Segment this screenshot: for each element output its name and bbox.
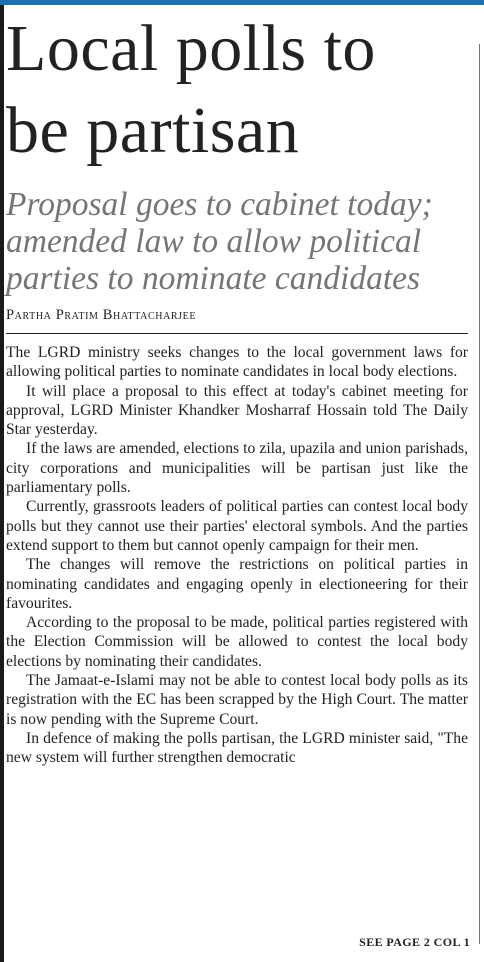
body-paragraph: The LGRD ministry seeks changes to the local government laws for allowing political parties to nominate candidates in local body elections. xyxy=(6,344,468,381)
body-paragraph: Currently, grassroots leaders of political parties can contest local body polls but they cannot use their parties' electoral symbols. And the parties extend support to them but cannot openly campaign for their men. xyxy=(6,498,468,554)
body-paragraph: In defence of making the polls partisan, the LGRD minister said, "The new system will further strengthen democratic xyxy=(6,729,468,767)
headline-line-1: Local polls to xyxy=(6,12,376,85)
body-paragraph: The changes will remove the restrictions on political parties in nominating candidates and engaging openly in electioneering for their favourites. xyxy=(6,556,468,612)
headline-line-2: be partisan xyxy=(6,94,300,167)
body-paragraph: According to the proposal to be made, political parties registered with the Election Commission will be allowed to contest the local body elections by nominating their candidates. xyxy=(6,614,468,670)
subheadline-line-3: parties to nominate candidates xyxy=(6,260,421,297)
subheadline xyxy=(6,186,468,297)
column-rule xyxy=(479,44,480,944)
subheadline-line-2: amended law to allow political xyxy=(6,223,422,260)
subheadline-line-1: Proposal goes to cabinet today; xyxy=(6,186,433,223)
continuation-reference: SEE PAGE 2 COL 1 xyxy=(359,935,470,949)
body-paragraph: The Jamaat-e-Islami may not be able to contest local body polls as its registration with the EC has been scrapped by the High Court. The matter is now pending with the Supreme Court. xyxy=(6,672,468,728)
top-color-bar xyxy=(0,0,484,5)
article-body xyxy=(6,343,468,768)
body-paragraph: If the laws are amended, elections to zila, upazila and union parishads, city corporations and municipalities will be partisan just like the parliamentary polls. xyxy=(6,440,468,497)
byline: Partha Pratim Bhattacharjee xyxy=(6,307,468,334)
news-article xyxy=(6,8,468,768)
headline xyxy=(6,8,468,172)
body-paragraph: It will place a proposal to this effect at today's cabinet meeting for approval, LGRD Minister Khandker Mosharraf Hossain told The Daily Star yesterday. xyxy=(6,382,468,439)
left-border-bar xyxy=(0,5,4,962)
